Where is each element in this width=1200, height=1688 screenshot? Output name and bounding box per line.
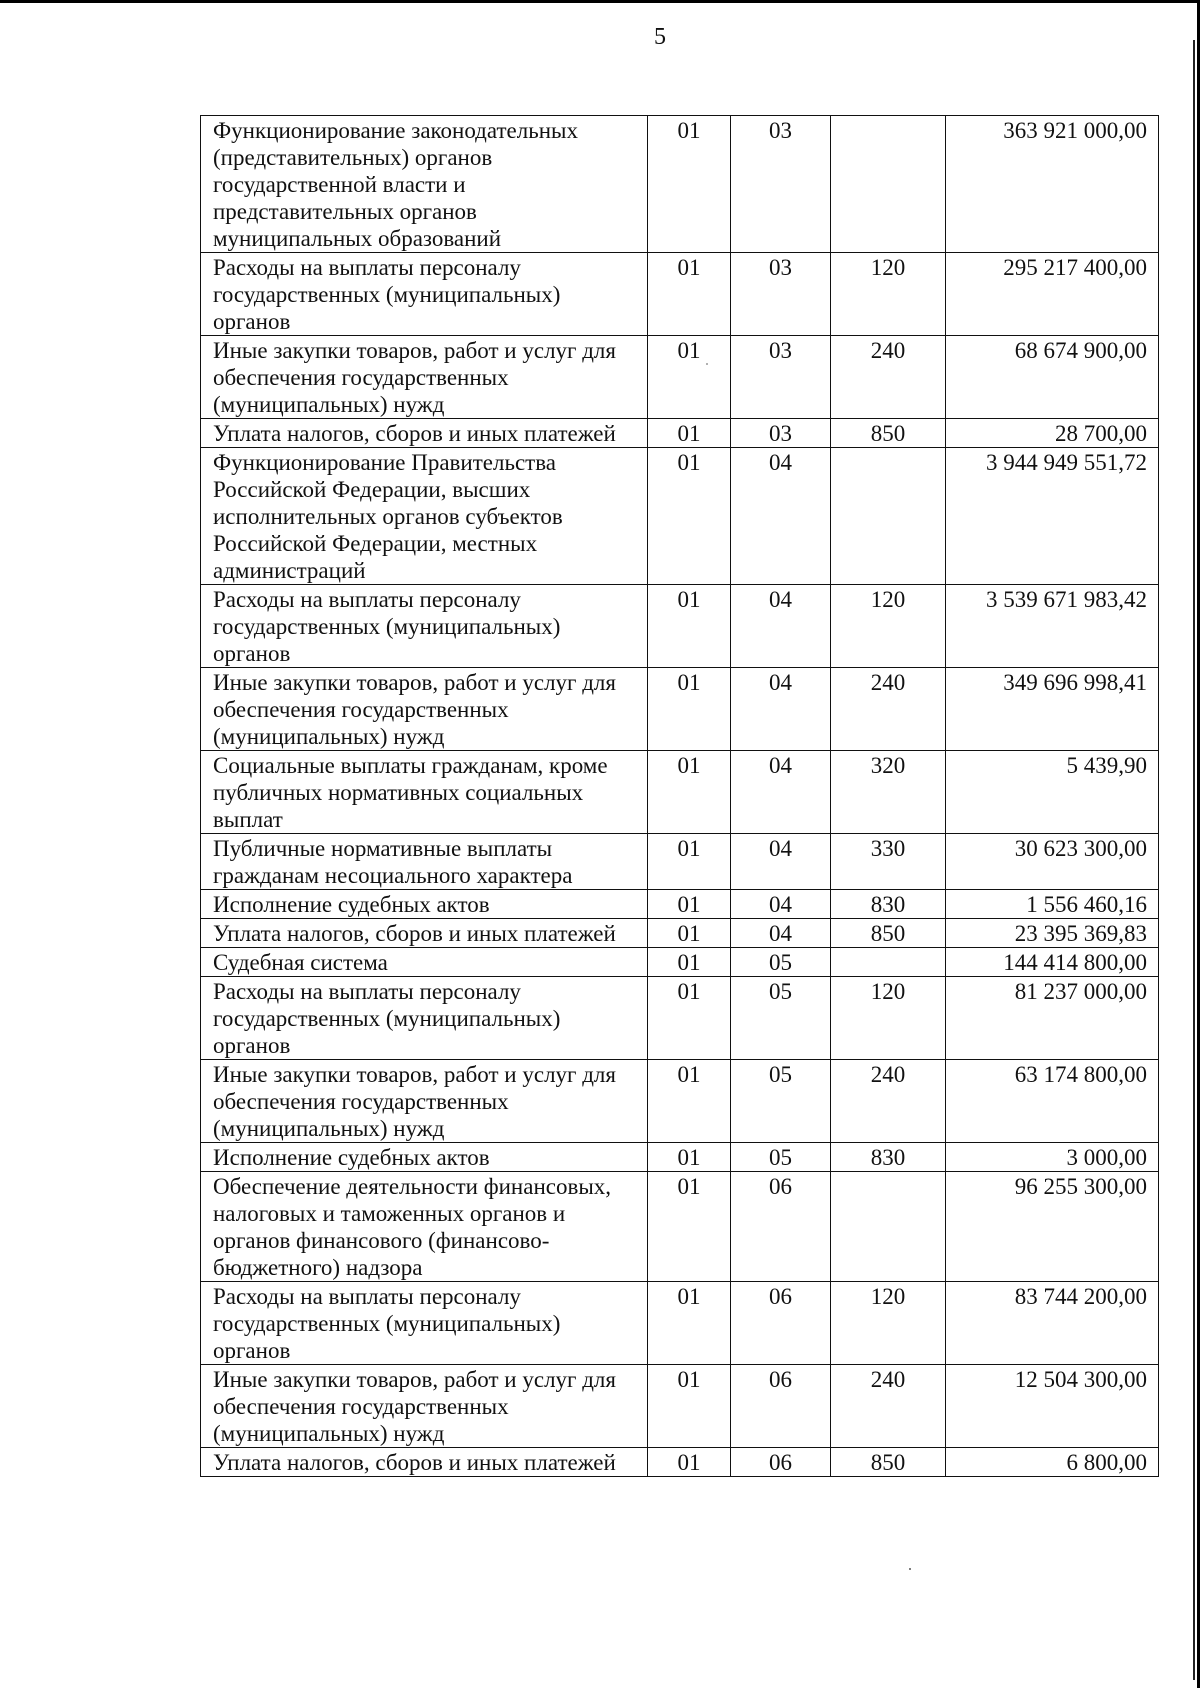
amount-cell: 144 414 800,00 bbox=[946, 948, 1159, 977]
expense-type-cell: 240 bbox=[831, 1060, 946, 1143]
expense-name-cell: Функционирование законодательных (представительных) органов государственной власти и представительных органов муниципальных образований bbox=[201, 116, 648, 253]
page-number: 5 bbox=[654, 24, 666, 50]
section-code-cell: 01 bbox=[648, 1448, 731, 1477]
expense-type-cell: 320 bbox=[831, 751, 946, 834]
section-code-cell: 01 bbox=[648, 1282, 731, 1365]
table-row bbox=[201, 336, 1159, 419]
budget-table bbox=[200, 115, 1159, 1477]
expense-name-cell: Функционирование Правительства Российской Федерации, высших исполнительных органов субъектов Российской Федерации, местных администраций bbox=[201, 448, 648, 585]
scan-speck bbox=[909, 1568, 911, 1570]
amount-cell: 3 944 949 551,72 bbox=[946, 448, 1159, 585]
table-row bbox=[201, 1172, 1159, 1282]
subsection-code-cell: 05 bbox=[731, 1060, 831, 1143]
expense-type-cell: 850 bbox=[831, 1448, 946, 1477]
table-row bbox=[201, 834, 1159, 890]
subsection-code-cell: 06 bbox=[731, 1448, 831, 1477]
expense-type-cell: 240 bbox=[831, 336, 946, 419]
amount-cell: 63 174 800,00 bbox=[946, 1060, 1159, 1143]
table-row bbox=[201, 419, 1159, 448]
subsection-code-cell: 04 bbox=[731, 890, 831, 919]
subsection-code-cell: 04 bbox=[731, 919, 831, 948]
section-code-cell: 01 bbox=[648, 948, 731, 977]
table-row bbox=[201, 1143, 1159, 1172]
expense-name-cell: Иные закупки товаров, работ и услуг для обеспечения государственных (муниципальных) нужд bbox=[201, 668, 648, 751]
scan-speck bbox=[706, 363, 708, 365]
expense-type-cell: 330 bbox=[831, 834, 946, 890]
amount-cell: 28 700,00 bbox=[946, 419, 1159, 448]
subsection-code-cell: 05 bbox=[731, 977, 831, 1060]
expense-name-cell: Публичные нормативные выплаты гражданам несоциального характера bbox=[201, 834, 648, 890]
table-row bbox=[201, 585, 1159, 668]
amount-cell: 30 623 300,00 bbox=[946, 834, 1159, 890]
expense-type-cell: 120 bbox=[831, 977, 946, 1060]
expense-name-cell: Иные закупки товаров, работ и услуг для обеспечения государственных (муниципальных) нужд bbox=[201, 1365, 648, 1448]
section-code-cell: 01 bbox=[648, 977, 731, 1060]
amount-cell: 23 395 369,83 bbox=[946, 919, 1159, 948]
table-row bbox=[201, 977, 1159, 1060]
subsection-code-cell: 03 bbox=[731, 419, 831, 448]
scan-border-top bbox=[0, 0, 1200, 3]
expense-name-cell: Расходы на выплаты персоналу государственных (муниципальных) органов bbox=[201, 253, 648, 336]
section-code-cell: 01 bbox=[648, 1365, 731, 1448]
expense-type-cell bbox=[831, 948, 946, 977]
table-row bbox=[201, 890, 1159, 919]
amount-cell: 295 217 400,00 bbox=[946, 253, 1159, 336]
amount-cell: 83 744 200,00 bbox=[946, 1282, 1159, 1365]
amount-cell: 3 539 671 983,42 bbox=[946, 585, 1159, 668]
section-code-cell: 01 bbox=[648, 919, 731, 948]
subsection-code-cell: 05 bbox=[731, 948, 831, 977]
subsection-code-cell: 04 bbox=[731, 834, 831, 890]
section-code-cell: 01 bbox=[648, 751, 731, 834]
expense-type-cell: 120 bbox=[831, 1282, 946, 1365]
subsection-code-cell: 04 bbox=[731, 668, 831, 751]
table-row bbox=[201, 448, 1159, 585]
amount-cell: 68 674 900,00 bbox=[946, 336, 1159, 419]
expense-name-cell: Уплата налогов, сборов и иных платежей bbox=[201, 919, 648, 948]
expense-type-cell: 850 bbox=[831, 419, 946, 448]
table-row bbox=[201, 668, 1159, 751]
table-row bbox=[201, 919, 1159, 948]
table-row bbox=[201, 116, 1159, 253]
amount-cell: 81 237 000,00 bbox=[946, 977, 1159, 1060]
expense-name-cell: Расходы на выплаты персоналу государственных (муниципальных) органов bbox=[201, 977, 648, 1060]
table-row bbox=[201, 1282, 1159, 1365]
section-code-cell: 01 bbox=[648, 890, 731, 919]
subsection-code-cell: 03 bbox=[731, 253, 831, 336]
expense-name-cell: Обеспечение деятельности финансовых, налоговых и таможенных органов и органов финансового (финансово-бюджетного) надзора bbox=[201, 1172, 648, 1282]
expense-name-cell: Иные закупки товаров, работ и услуг для обеспечения государственных (муниципальных) нужд bbox=[201, 1060, 648, 1143]
expense-name-cell: Исполнение судебных актов bbox=[201, 1143, 648, 1172]
section-code-cell: 01 bbox=[648, 1172, 731, 1282]
table-row bbox=[201, 253, 1159, 336]
expense-type-cell bbox=[831, 116, 946, 253]
expense-type-cell: 120 bbox=[831, 253, 946, 336]
subsection-code-cell: 06 bbox=[731, 1172, 831, 1282]
section-code-cell: 01 bbox=[648, 336, 731, 419]
expense-type-cell bbox=[831, 448, 946, 585]
section-code-cell: 01 bbox=[648, 834, 731, 890]
amount-cell: 349 696 998,41 bbox=[946, 668, 1159, 751]
amount-cell: 363 921 000,00 bbox=[946, 116, 1159, 253]
section-code-cell: 01 bbox=[648, 668, 731, 751]
expense-name-cell: Судебная система bbox=[201, 948, 648, 977]
expense-name-cell: Социальные выплаты гражданам, кроме публичных нормативных социальных выплат bbox=[201, 751, 648, 834]
subsection-code-cell: 04 bbox=[731, 448, 831, 585]
section-code-cell: 01 bbox=[648, 585, 731, 668]
expense-type-cell: 830 bbox=[831, 890, 946, 919]
table-row bbox=[201, 948, 1159, 977]
table-row bbox=[201, 751, 1159, 834]
scan-border-line bbox=[1193, 40, 1195, 1680]
budget-table-body bbox=[201, 116, 1159, 1477]
amount-cell: 12 504 300,00 bbox=[946, 1365, 1159, 1448]
amount-cell: 5 439,90 bbox=[946, 751, 1159, 834]
expense-type-cell: 850 bbox=[831, 919, 946, 948]
amount-cell: 96 255 300,00 bbox=[946, 1172, 1159, 1282]
expense-type-cell bbox=[831, 1172, 946, 1282]
table-row bbox=[201, 1060, 1159, 1143]
section-code-cell: 01 bbox=[648, 419, 731, 448]
expense-type-cell: 240 bbox=[831, 1365, 946, 1448]
expense-type-cell: 830 bbox=[831, 1143, 946, 1172]
table-row bbox=[201, 1448, 1159, 1477]
expense-type-cell: 120 bbox=[831, 585, 946, 668]
subsection-code-cell: 06 bbox=[731, 1282, 831, 1365]
subsection-code-cell: 04 bbox=[731, 751, 831, 834]
table-row bbox=[201, 1365, 1159, 1448]
expense-name-cell: Иные закупки товаров, работ и услуг для обеспечения государственных (муниципальных) нужд bbox=[201, 336, 648, 419]
expense-name-cell: Расходы на выплаты персоналу государственных (муниципальных) органов bbox=[201, 1282, 648, 1365]
expense-name-cell: Уплата налогов, сборов и иных платежей bbox=[201, 419, 648, 448]
section-code-cell: 01 bbox=[648, 1060, 731, 1143]
amount-cell: 3 000,00 bbox=[946, 1143, 1159, 1172]
subsection-code-cell: 06 bbox=[731, 1365, 831, 1448]
subsection-code-cell: 03 bbox=[731, 336, 831, 419]
section-code-cell: 01 bbox=[648, 448, 731, 585]
expense-name-cell: Расходы на выплаты персоналу государственных (муниципальных) органов bbox=[201, 585, 648, 668]
subsection-code-cell: 04 bbox=[731, 585, 831, 668]
section-code-cell: 01 bbox=[648, 253, 731, 336]
subsection-code-cell: 05 bbox=[731, 1143, 831, 1172]
expense-name-cell: Исполнение судебных актов bbox=[201, 890, 648, 919]
amount-cell: 1 556 460,16 bbox=[946, 890, 1159, 919]
section-code-cell: 01 bbox=[648, 1143, 731, 1172]
section-code-cell: 01 bbox=[648, 116, 731, 253]
expense-type-cell: 240 bbox=[831, 668, 946, 751]
expense-name-cell: Уплата налогов, сборов и иных платежей bbox=[201, 1448, 648, 1477]
subsection-code-cell: 03 bbox=[731, 116, 831, 253]
amount-cell: 6 800,00 bbox=[946, 1448, 1159, 1477]
